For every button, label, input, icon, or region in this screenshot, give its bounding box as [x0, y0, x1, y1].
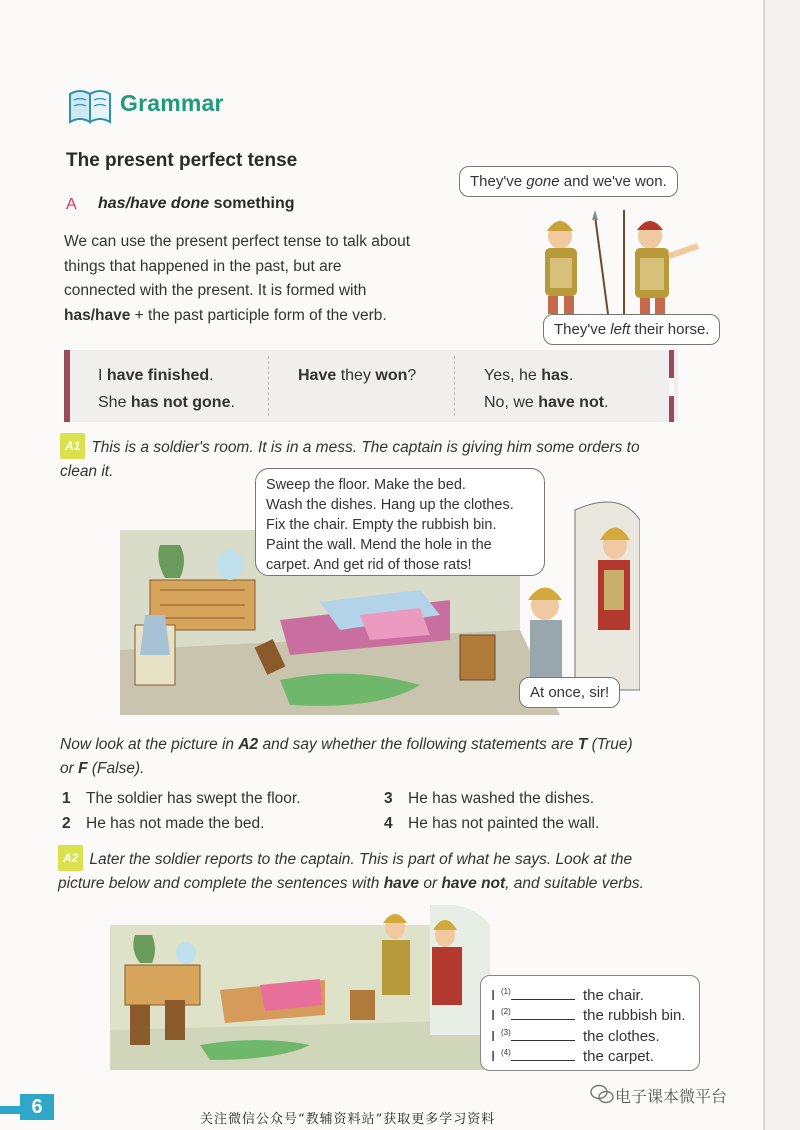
task-text: Later the soldier reports to the captain. This is part of what he says. Look at the [89, 851, 633, 868]
order-line: Wash the dishes. Hang up the clothes. [266, 497, 514, 513]
fill-rest: the carpet. [583, 1048, 654, 1065]
intro-line: We can use the present perfect tense to talk about [64, 233, 411, 250]
task-text: or [419, 875, 442, 892]
task-keyword: have [383, 875, 420, 892]
example-column-question [298, 362, 416, 389]
example-text: . [604, 394, 609, 411]
example-verb: has [541, 367, 569, 384]
fill-pronoun: I [491, 986, 496, 1004]
task-ref: A2 [238, 736, 259, 753]
example-line [484, 362, 609, 389]
fill-in-box [480, 975, 700, 1071]
task-text: (False). [87, 760, 145, 777]
fill-number: (1) [501, 986, 511, 996]
statement-number: 1 [62, 790, 71, 807]
task-text: (True) [587, 736, 633, 753]
task-tag: A1 [60, 433, 85, 459]
task-text: picture below and complete the sentences with [58, 875, 384, 892]
task-line [58, 872, 738, 896]
example-verb: has not gone [130, 394, 231, 411]
sub-section-letter: A [66, 196, 77, 213]
example-text: . [209, 367, 214, 384]
intro-line: connected with the present. It is formed with [64, 282, 367, 299]
bubble-em: left [610, 321, 631, 338]
example-line [98, 362, 235, 389]
task-line: clean it. [60, 463, 114, 480]
bubble-text: . [662, 173, 667, 190]
captain-orders-bubble [255, 468, 545, 576]
watermark-text: 电子课本微平台 [615, 1087, 728, 1106]
task-text: This is a soldier's room. It is in a mess. The captain is giving him some orders to [91, 439, 640, 456]
intro-line [64, 304, 464, 329]
order-line: Fix the chair. Empty the rubbish bin. [266, 517, 497, 533]
fill-rest: the rubbish bin. [583, 1007, 686, 1024]
tidy-room-illustration [110, 905, 500, 1070]
example-text: they [336, 367, 376, 384]
intro-paragraph [64, 230, 464, 328]
example-verb: have not [538, 394, 605, 411]
example-line [484, 389, 609, 416]
example-box-left-bar [64, 350, 70, 422]
sub-heading-rest: something [209, 195, 295, 212]
statement-text: He has not made the bed. [86, 815, 265, 832]
section-label: Grammar [120, 90, 224, 116]
example-line [298, 362, 416, 389]
example-verb: won [375, 367, 408, 384]
fill-blank[interactable] [511, 999, 575, 1000]
example-verb: have finished [106, 367, 210, 384]
task-tag: A2 [58, 845, 83, 871]
example-text: She [98, 394, 131, 411]
example-line [98, 389, 235, 416]
footer-note: 关注微信公众号“教辅资料站”获取更多学习资料 [200, 1112, 496, 1127]
example-text: Yes, he [484, 367, 542, 384]
now-look-instruction [60, 733, 740, 781]
example-text: I [98, 367, 107, 384]
task-text: or [60, 760, 79, 777]
task-line [60, 733, 740, 757]
fill-in-row [491, 1024, 689, 1045]
example-text: . [568, 367, 574, 384]
fill-blank[interactable] [511, 1040, 575, 1041]
order-line: Sweep the floor. Make the bed. [266, 477, 466, 493]
fill-in-row [491, 1045, 689, 1066]
statement-number: 2 [62, 815, 71, 832]
fill-rest: the chair. [583, 986, 644, 1004]
task-text: and say whether the following statements are [258, 736, 578, 753]
fill-rest: the clothes. [583, 1027, 660, 1045]
bubble-text: their horse. [630, 321, 710, 338]
fill-pronoun: I [491, 1007, 496, 1024]
sub-section-heading [98, 195, 295, 213]
intro-formula: has/have [64, 306, 131, 324]
statement-number: 4 [384, 815, 393, 832]
example-text: . [230, 394, 235, 411]
example-verb: Have [298, 367, 337, 384]
bubble-em: gone [526, 173, 560, 190]
example-text: No, we [484, 394, 539, 411]
intro-line: things that happened in the past, but are [64, 257, 342, 275]
example-divider [268, 356, 269, 416]
intro-formula-rest: + the past participle form of the verb. [130, 306, 387, 324]
false-marker: F [78, 760, 88, 777]
speech-bubble-bottom [543, 314, 720, 345]
statement-item [62, 815, 264, 833]
bubble-text: They've [470, 173, 527, 190]
statement-item [384, 790, 594, 808]
fill-blank[interactable] [511, 1060, 575, 1061]
fill-pronoun: I [491, 1027, 496, 1045]
statement-item [384, 815, 599, 833]
bubble-text: They've [554, 321, 611, 338]
bubble-text: won [635, 173, 663, 190]
fill-number: (4) [501, 1048, 511, 1057]
bubble-text: and we've [559, 173, 636, 190]
task-a2 [58, 845, 738, 896]
fill-in-row [491, 1004, 689, 1025]
task-line [60, 433, 720, 460]
statement-text: The soldier has swept the floor. [86, 790, 301, 807]
task-line [58, 845, 738, 872]
scroll-book-icon [66, 86, 114, 126]
fill-in-row [491, 983, 689, 1004]
task-text: , and suitable verbs. [505, 875, 644, 892]
page-number-strip [0, 1106, 20, 1114]
task-text: Now look at the picture in [60, 736, 239, 753]
true-marker: T [577, 736, 588, 753]
example-divider [454, 356, 455, 416]
page-number: 6 [20, 1094, 54, 1120]
sub-heading-verb: has/have done [98, 195, 210, 212]
wechat-icon [590, 1084, 614, 1104]
example-text: ? [407, 367, 417, 384]
fill-blank[interactable] [511, 1019, 575, 1020]
example-column-answers [484, 362, 609, 416]
statement-text: He has not painted the wall. [408, 815, 600, 832]
fill-number: (3) [501, 1027, 511, 1037]
order-line: carpet. And get rid of those rats! [266, 557, 472, 573]
task-line [60, 757, 740, 781]
task-keyword: have not [441, 875, 506, 892]
fill-pronoun: I [491, 1048, 496, 1065]
order-line: Paint the wall. Mend the hole in the [266, 537, 492, 553]
statement-number: 3 [384, 790, 393, 807]
roman-soldiers-illustration [520, 196, 720, 316]
soldier-reply-bubble: At once, sir! [519, 677, 620, 708]
statement-text: He has washed the dishes. [408, 790, 595, 807]
fill-number: (2) [501, 1007, 511, 1016]
statement-item [62, 790, 301, 808]
page-title: The present perfect tense [66, 150, 298, 171]
example-box-right-bar [669, 350, 674, 422]
speech-bubble-top [459, 166, 678, 197]
example-column-statements [98, 362, 235, 416]
